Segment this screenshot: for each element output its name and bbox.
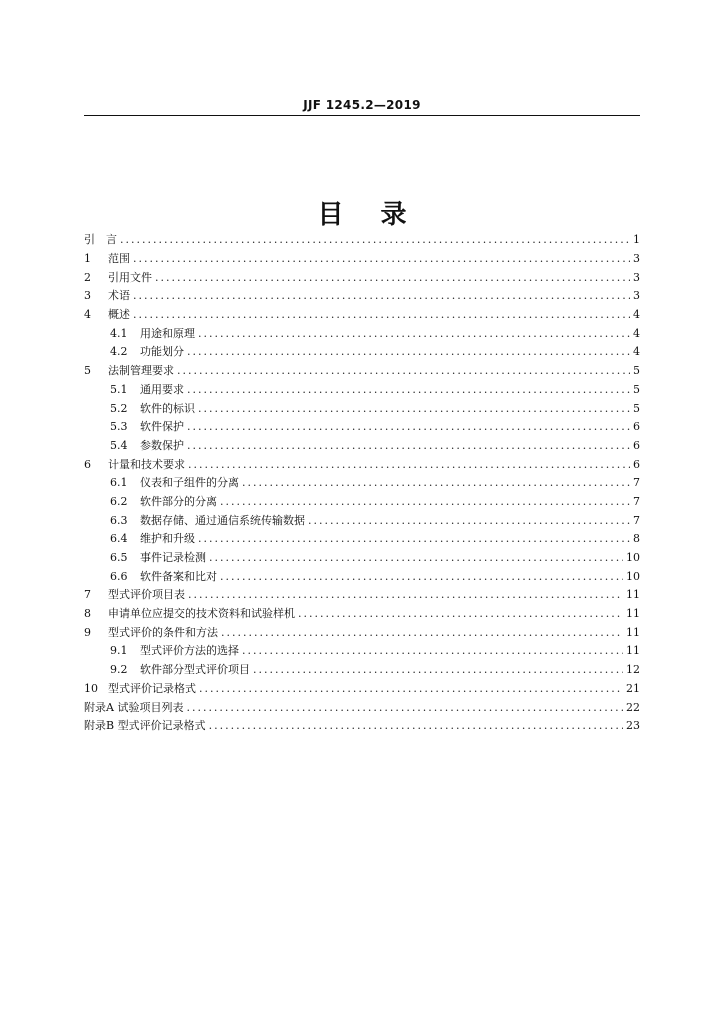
toc-entry[interactable]: [84, 268, 640, 287]
toc-page-number: 11: [626, 607, 640, 621]
toc-entry[interactable]: [84, 362, 640, 381]
toc-entry-title: 软件部分型式评价项目: [140, 663, 250, 677]
toc-entry-number: 9.2: [110, 663, 128, 677]
toc-leader-dots: [199, 680, 623, 698]
toc-leader-dots: [308, 512, 630, 530]
toc-entry-title: 术语: [108, 289, 130, 303]
toc-subentry[interactable]: [84, 343, 640, 362]
toc-entry-number: 5.1: [110, 382, 128, 396]
toc-entry-number: 5.2: [110, 401, 128, 415]
toc-leader-dots: [188, 456, 630, 474]
toc-entry-number: 6.5: [110, 551, 128, 565]
toc-subentry[interactable]: [84, 530, 640, 549]
toc-entry-number: 4: [84, 308, 91, 322]
toc-page-number: 4: [633, 345, 640, 359]
toc-page-number: 4: [633, 308, 640, 322]
toc-entry-number: 5: [84, 364, 91, 378]
toc-leader-dots: [177, 362, 630, 380]
toc-subentry[interactable]: [84, 642, 640, 661]
toc-entry-number: 6.1: [110, 476, 128, 490]
toc-entry-title: 范围: [108, 252, 130, 266]
toc-page-number: 3: [633, 289, 640, 303]
toc-leader-dots: [186, 699, 623, 717]
toc-page-number: 23: [626, 719, 640, 733]
toc-subentry[interactable]: [84, 381, 640, 400]
toc-entry-number: 4.1: [110, 326, 128, 340]
toc-entry-number: 8: [84, 607, 91, 621]
toc-leader-dots: [198, 530, 630, 548]
toc-entry-title: 附录B 型式评价记录格式: [84, 719, 206, 733]
toc-entry-number: 3: [84, 289, 91, 303]
toc-page-number: 5: [633, 401, 640, 415]
toc-entry[interactable]: [84, 306, 640, 325]
toc-subentry[interactable]: [84, 418, 640, 437]
toc-leader-dots: [198, 325, 630, 343]
toc-leader-dots: [298, 605, 623, 623]
toc-leader-dots: [220, 568, 623, 586]
toc-entry-title: 型式评价记录格式: [108, 681, 196, 695]
toc-entry-number: 5.4: [110, 438, 128, 452]
document-code-header: JJF 1245.2—2019: [303, 98, 421, 112]
toc-entry-title: 软件的标识: [140, 401, 195, 415]
toc-entry-title: 软件部分的分离: [140, 494, 217, 508]
toc-page-number: 7: [633, 476, 640, 490]
toc-entry-number: 9.1: [110, 644, 128, 658]
toc-leader-dots: [209, 717, 623, 735]
toc-entry-title: 事件记录检测: [140, 551, 206, 565]
toc-entry-title: 数据存储、通过通信系统传输数据: [140, 513, 305, 527]
toc-subentry[interactable]: [84, 511, 640, 530]
toc-entry-title: 功能划分: [140, 345, 184, 359]
page-title: 目 录: [317, 200, 421, 230]
toc-leader-dots: [155, 269, 630, 287]
toc-leader-dots: [133, 306, 630, 324]
toc-subentry[interactable]: [84, 474, 640, 493]
header-divider: [84, 115, 640, 116]
toc-subentry[interactable]: [84, 549, 640, 568]
toc-entry[interactable]: [84, 623, 640, 642]
table-of-contents: [84, 231, 640, 736]
toc-entry-appendix-a[interactable]: [84, 698, 640, 717]
toc-leader-dots: [209, 549, 623, 567]
toc-entry-title: 法制管理要求: [108, 364, 174, 378]
toc-leader-dots: [253, 661, 623, 679]
toc-entry-title: 引 言: [84, 233, 117, 247]
toc-page-number: 11: [626, 625, 640, 639]
toc-page-number: 21: [626, 681, 640, 695]
toc-page-number: 6: [633, 457, 640, 471]
toc-leader-dots: [187, 437, 630, 455]
toc-leader-dots: [187, 381, 630, 399]
toc-page-number: 11: [626, 588, 640, 602]
toc-entry-number: 9: [84, 625, 91, 639]
toc-entry[interactable]: [84, 605, 640, 624]
toc-page-number: 3: [633, 270, 640, 284]
toc-entry-title: 计量和技术要求: [108, 457, 185, 471]
toc-page-number: 6: [633, 438, 640, 452]
toc-entry[interactable]: [84, 586, 640, 605]
toc-entry-number: 6.4: [110, 532, 128, 546]
toc-page-number: 10: [626, 551, 640, 565]
toc-entry-title: 用途和原理: [140, 326, 195, 340]
toc-subentry[interactable]: [84, 399, 640, 418]
toc-entry-number: 6.2: [110, 494, 128, 508]
toc-leader-dots: [242, 474, 630, 492]
toc-entry-title: 申请单位应提交的技术资料和试验样机: [108, 607, 295, 621]
toc-page-number: 6: [633, 420, 640, 434]
toc-entry-number: 10: [84, 681, 98, 695]
toc-page-number: 12: [626, 663, 640, 677]
toc-leader-dots: [198, 400, 630, 418]
toc-page-number: 22: [626, 700, 640, 714]
toc-entry-title: 型式评价的条件和方法: [108, 625, 218, 639]
toc-entry-number: 7: [84, 588, 91, 602]
toc-entry[interactable]: [84, 680, 640, 699]
toc-page-number: 7: [633, 513, 640, 527]
toc-entry-number: 6.6: [110, 569, 128, 583]
toc-entry-title: 仪表和子组件的分离: [140, 476, 239, 490]
toc-leader-dots: [133, 250, 630, 268]
toc-entry-number: 4.2: [110, 345, 128, 359]
toc-entry-number: 6.3: [110, 513, 128, 527]
toc-leader-dots: [188, 586, 623, 604]
toc-entry-number: 2: [84, 270, 91, 284]
toc-entry-title: 附录A 试验项目列表: [84, 700, 184, 714]
toc-leader-dots: [187, 418, 630, 436]
toc-entry-title: 软件保护: [140, 420, 184, 434]
toc-entry-title: 概述: [108, 308, 130, 322]
toc-entry-number: 1: [84, 252, 91, 266]
toc-entry-title: 软件备案和比对: [140, 569, 217, 583]
toc-entry-appendix-b[interactable]: [84, 717, 640, 736]
toc-entry-title: 维护和升级: [140, 532, 195, 546]
toc-leader-dots: [221, 624, 623, 642]
toc-page-number: 5: [633, 382, 640, 396]
toc-page-number: 3: [633, 252, 640, 266]
toc-entry[interactable]: [84, 250, 640, 269]
toc-subentry[interactable]: [84, 437, 640, 456]
toc-entry-title: 型式评价方法的选择: [140, 644, 239, 658]
toc-page-number: 4: [633, 326, 640, 340]
toc-subentry[interactable]: [84, 324, 640, 343]
toc-page-number: 8: [633, 532, 640, 546]
toc-leader-dots: [242, 642, 623, 660]
toc-page-number: 7: [633, 494, 640, 508]
toc-leader-dots: [133, 287, 630, 305]
toc-subentry[interactable]: [84, 567, 640, 586]
toc-entry-number: 6: [84, 457, 91, 471]
toc-page-number: 1: [633, 233, 640, 247]
toc-entry-title: 通用要求: [140, 382, 184, 396]
toc-leader-dots: [120, 231, 630, 249]
toc-leader-dots: [187, 343, 630, 361]
toc-leader-dots: [220, 493, 630, 511]
toc-subentry[interactable]: [84, 661, 640, 680]
toc-entry[interactable]: [84, 231, 640, 250]
toc-entry-title: 引用文件: [108, 270, 152, 284]
toc-page-number: 11: [626, 644, 640, 658]
toc-entry-title: 参数保护: [140, 438, 184, 452]
toc-entry-title: 型式评价项目表: [108, 588, 185, 602]
toc-entry-number: 5.3: [110, 420, 128, 434]
toc-page-number: 5: [633, 364, 640, 378]
toc-entry[interactable]: [84, 287, 640, 306]
toc-entry[interactable]: [84, 455, 640, 474]
toc-page-number: 10: [626, 569, 640, 583]
toc-subentry[interactable]: [84, 493, 640, 512]
